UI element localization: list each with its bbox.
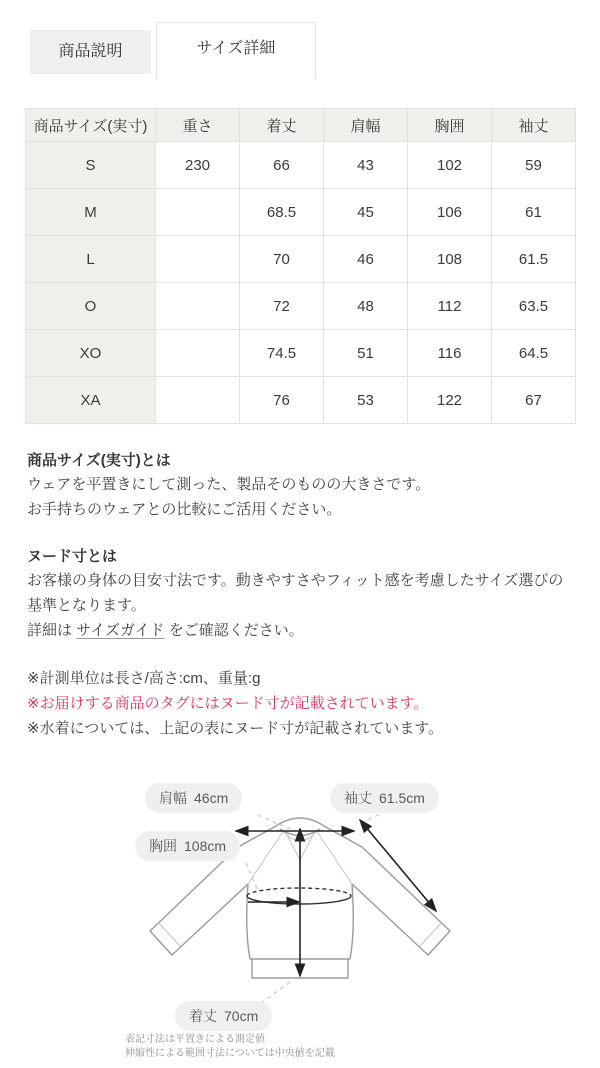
sleeve-length-label <box>330 783 439 813</box>
size-row-label: L <box>26 236 156 283</box>
sleeve-length-arrow <box>360 820 436 911</box>
size-cell <box>156 236 240 283</box>
size-row-label: M <box>26 189 156 236</box>
actual-size-line1: ウェアを平置きにして測った、製品そのものの大きさです。 <box>27 476 431 493</box>
size-cell: 45 <box>324 189 408 236</box>
nude-size-section <box>27 545 573 643</box>
col-header-product-size: 商品サイズ(実寸) <box>26 109 156 142</box>
sleeve-length-value: 61.5cm <box>379 790 425 806</box>
size-row-o <box>26 283 576 330</box>
nude-size-body: お客様の身体の目安寸法です。動きやすさやフィット感を考慮したサイズ選びの基準となります。 <box>27 572 564 614</box>
col-header-chest: 胸囲 <box>408 109 492 142</box>
size-cell: 70 <box>240 236 324 283</box>
tab-size-detail[interactable]: サイズ詳細 <box>156 22 316 79</box>
size-row-label: XO <box>26 330 156 377</box>
size-table-header-row <box>26 109 576 142</box>
size-row-s <box>26 142 576 189</box>
size-row-label: O <box>26 283 156 330</box>
size-cell: 106 <box>408 189 492 236</box>
size-cell: 46 <box>324 236 408 283</box>
note-measure-unit: ※計測単位は長さ/高さ:cm、重量:g <box>27 670 261 687</box>
size-cell: 63.5 <box>492 283 576 330</box>
size-guide-suffix: をご確認ください。 <box>164 622 304 639</box>
tab-product-description[interactable]: 商品説明 <box>30 30 151 74</box>
diagram-footnote-2: 伸縮性による範囲寸法については中央値を記載 <box>125 1048 335 1059</box>
actual-size-line2: お手持ちのウェアとの比較にご活用ください。 <box>27 501 342 518</box>
size-cell: 72 <box>240 283 324 330</box>
size-row-label: XA <box>26 377 156 424</box>
body-length-value: 70cm <box>224 1008 259 1024</box>
sleeve-length-name: 袖丈 <box>344 790 372 806</box>
shoulder-width-name: 肩幅 <box>159 790 187 806</box>
size-guide-line <box>27 618 573 643</box>
diagram-footnotes <box>125 1033 335 1061</box>
size-row-xo <box>26 330 576 377</box>
size-cell: 102 <box>408 142 492 189</box>
size-cell: 66 <box>240 142 324 189</box>
chest-girth-label <box>135 831 240 861</box>
col-header-weight: 重さ <box>156 109 240 142</box>
col-header-shoulder: 肩幅 <box>324 109 408 142</box>
col-header-length: 着丈 <box>240 109 324 142</box>
col-header-sleeve: 袖丈 <box>492 109 576 142</box>
size-cell: 61.5 <box>492 236 576 283</box>
body-length-label <box>175 1001 272 1031</box>
size-guide-link[interactable]: サイズガイド <box>76 622 165 639</box>
size-cell: 67 <box>492 377 576 424</box>
size-cell: 53 <box>324 377 408 424</box>
size-cell: 48 <box>324 283 408 330</box>
tab-bar <box>0 22 600 79</box>
size-detail-page <box>0 22 600 1068</box>
measurement-diagram <box>0 763 600 1068</box>
size-cell: 68.5 <box>240 189 324 236</box>
note-tag-nude-size: ※お届けする商品のタグにはヌード寸が記載されています。 <box>27 695 429 712</box>
chest-ellipse-dashed <box>247 888 351 896</box>
size-cell: 74.5 <box>240 330 324 377</box>
explanation-area <box>27 449 573 741</box>
size-cell: 61 <box>492 189 576 236</box>
shoulder-width-value: 46cm <box>194 790 229 806</box>
size-table <box>25 108 576 424</box>
size-row-m <box>26 189 576 236</box>
body-length-name: 着丈 <box>189 1008 217 1024</box>
size-cell: 43 <box>324 142 408 189</box>
size-row-label: S <box>26 142 156 189</box>
notes-section <box>27 666 573 741</box>
chest-girth-value: 108cm <box>184 838 227 854</box>
nude-size-heading: ヌード寸とは <box>27 548 118 565</box>
size-cell <box>156 189 240 236</box>
size-guide-prefix: 詳細は <box>27 622 77 639</box>
note-swimwear: ※水着については、上記の表にヌード寸が記載されています。 <box>27 720 444 737</box>
size-cell: 230 <box>156 142 240 189</box>
size-cell: 122 <box>408 377 492 424</box>
size-cell: 116 <box>408 330 492 377</box>
actual-size-section <box>27 449 573 522</box>
size-cell: 76 <box>240 377 324 424</box>
size-row-l <box>26 236 576 283</box>
size-cell <box>156 330 240 377</box>
size-cell <box>156 377 240 424</box>
size-cell: 64.5 <box>492 330 576 377</box>
label-connector-lines <box>246 811 386 1004</box>
shoulder-width-label <box>145 783 242 813</box>
size-row-xa <box>26 377 576 424</box>
size-cell: 51 <box>324 330 408 377</box>
size-cell: 112 <box>408 283 492 330</box>
actual-size-heading: 商品サイズ(実寸)とは <box>27 452 171 469</box>
size-cell <box>156 283 240 330</box>
garment-diagram-illustration <box>0 763 600 1068</box>
chest-girth-name: 胸囲 <box>149 838 177 854</box>
size-cell: 59 <box>492 142 576 189</box>
size-cell: 108 <box>408 236 492 283</box>
diagram-footnote-1: 表記寸法は平置きによる測定値 <box>125 1034 265 1045</box>
